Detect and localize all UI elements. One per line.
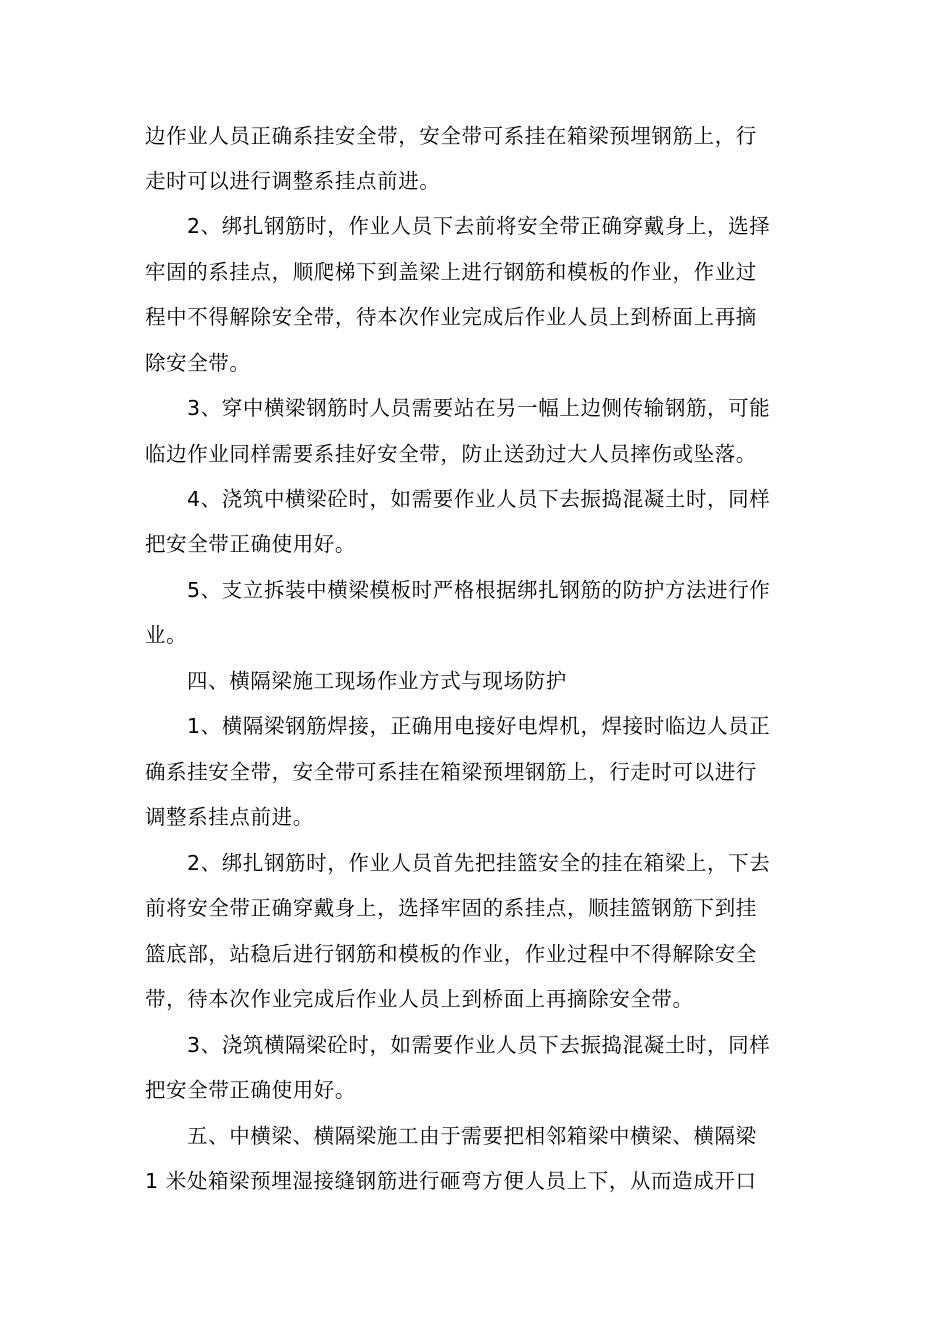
text-line: 带，待本次作业完成后作业人员上到桥面上再摘除安全带。 [145, 987, 694, 1011]
text-line: 牢固的系挂点，顺爬梯下到盖梁上进行钢筋和模板的作业，作业过 [145, 260, 757, 284]
text-line: 业。 [145, 623, 188, 647]
text-line: 4、浇筑中横梁砼时，如需要作业人员下去振捣混凝土时，同样 [187, 487, 771, 511]
text-line: 确系挂安全带，安全带可系挂在箱梁预埋钢筋上，行走时可以进行 [145, 760, 757, 784]
text-line: 边作业人员正确系挂安全带，安全带可系挂在箱梁预埋钢筋上，行 [145, 124, 757, 148]
text-line: 把安全带正确使用好。 [145, 1078, 356, 1102]
text-line: 3、穿中横梁钢筋时人员需要站在另一幅上边侧传输钢筋，可能 [187, 396, 771, 420]
text-line: 把安全带正确使用好。 [145, 532, 356, 556]
text-line: 5、支立拆装中横梁模板时严格根据绑扎钢筋的防护方法进行作 [187, 578, 771, 602]
text-line: 2、绑扎钢筋时，作业人员下去前将安全带正确穿戴身上，选择 [187, 214, 771, 238]
text-line: 3、浇筑横隔梁砼时，如需要作业人员下去振捣混凝土时，同样 [187, 1033, 771, 1057]
text-line: 程中不得解除安全带，待本次作业完成后作业人员上到桥面上再摘 [145, 305, 757, 329]
text-line: 1、横隔梁钢筋焊接，正确用电接好电焊机，焊接时临边人员正 [187, 714, 771, 738]
text-line: 篮底部，站稳后进行钢筋和模板的作业，作业过程中不得解除安全 [145, 942, 757, 966]
text-line: 前将安全带正确穿戴身上，选择牢固的系挂点，顺挂篮钢筋下到挂 [145, 896, 757, 920]
text-line: 除安全带。 [145, 351, 251, 375]
text-line: 走时可以进行调整系挂点前进。 [145, 169, 441, 193]
section-heading: 五、中横梁、横隔梁施工由于需要把相邻箱梁中横梁、横隔梁 [187, 1124, 757, 1148]
text-line: 临边作业同样需要系挂好安全带，防止送劲过大人员摔伤或坠落。 [145, 442, 757, 466]
text-line: 调整系挂点前进。 [145, 805, 314, 829]
text-line: 2、绑扎钢筋时，作业人员首先把挂篮安全的挂在箱梁上，下去 [187, 851, 771, 875]
section-heading: 四、横隔梁施工现场作业方式与现场防护 [187, 669, 567, 693]
text-line: 1 米处箱梁预埋湿接缝钢筋进行砸弯方便人员上下，从而造成开口 [145, 1169, 757, 1193]
